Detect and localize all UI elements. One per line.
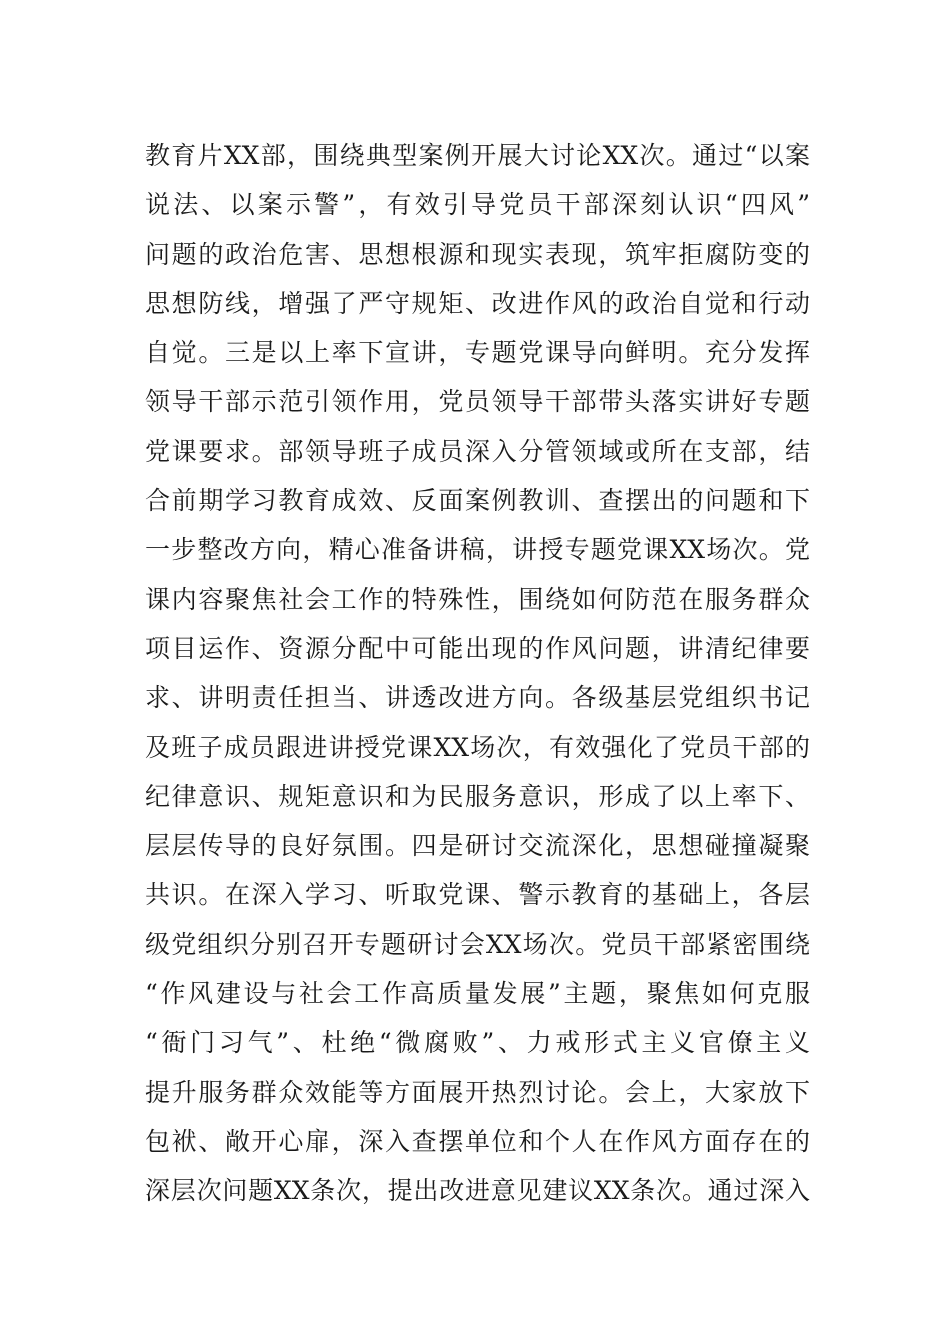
text-line: 级党组织分别召开专题研讨会XX场次。党员干部紧密围绕 [145, 929, 810, 959]
text-line: 深层次问题XX条次，提出改进意见建议XX条次。通过深入 [145, 1176, 810, 1206]
text-line: 纪律意识、规矩意识和为民服务意识，形成了以上率下、 [145, 781, 810, 811]
text-line: 问题的政治危害、思想根源和现实表现，筑牢拒腐防变的 [145, 239, 810, 269]
text-line: 提升服务群众效能等方面展开热烈讨论。会上，大家放下 [145, 1077, 810, 1107]
text-line: 一步整改方向，精心准备讲稿，讲授专题党课XX场次。党 [145, 535, 810, 565]
text-line: 层层传导的良好氛围。四是研讨交流深化，思想碰撞凝聚 [145, 831, 810, 861]
text-line: 思想防线，增强了严守规矩、改进作风的政治自觉和行动 [145, 288, 810, 318]
text-line: 共识。在深入学习、听取党课、警示教育的基础上，各层 [145, 880, 810, 910]
text-line: “衙门习气”、杜绝“微腐败”、力戒形式主义官僚主义 [145, 1028, 810, 1058]
text-line: “作风建设与社会工作高质量发展”主题，聚焦如何克服 [145, 979, 810, 1009]
body-paragraph [145, 131, 810, 1216]
text-line: 领导干部示范引领作用，党员领导干部带头落实讲好专题 [145, 387, 810, 417]
text-line: 包袱、敞开心扉，深入查摆单位和个人在作风方面存在的 [145, 1126, 810, 1156]
text-line: 项目运作、资源分配中可能出现的作风问题，讲清纪律要 [145, 633, 810, 663]
text-line: 党课要求。部领导班子成员深入分管领域或所在支部，结 [145, 436, 810, 466]
text-line: 合前期学习教育成效、反面案例教训、查摆出的问题和下 [145, 486, 810, 516]
text-line: 说法、以案示警”，有效引导党员干部深刻认识“四风” [145, 190, 810, 220]
text-line: 求、讲明责任担当、讲透改进方向。各级基层党组织书记 [145, 683, 810, 713]
text-line: 及班子成员跟进讲授党课XX场次，有效强化了党员干部的 [145, 732, 810, 762]
text-line: 课内容聚焦社会工作的特殊性，围绕如何防范在服务群众 [145, 584, 810, 614]
text-line: 自觉。三是以上率下宣讲，专题党课导向鲜明。充分发挥 [145, 338, 810, 368]
text-line: 教育片XX部，围绕典型案例开展大讨论XX次。通过“以案 [145, 141, 810, 170]
